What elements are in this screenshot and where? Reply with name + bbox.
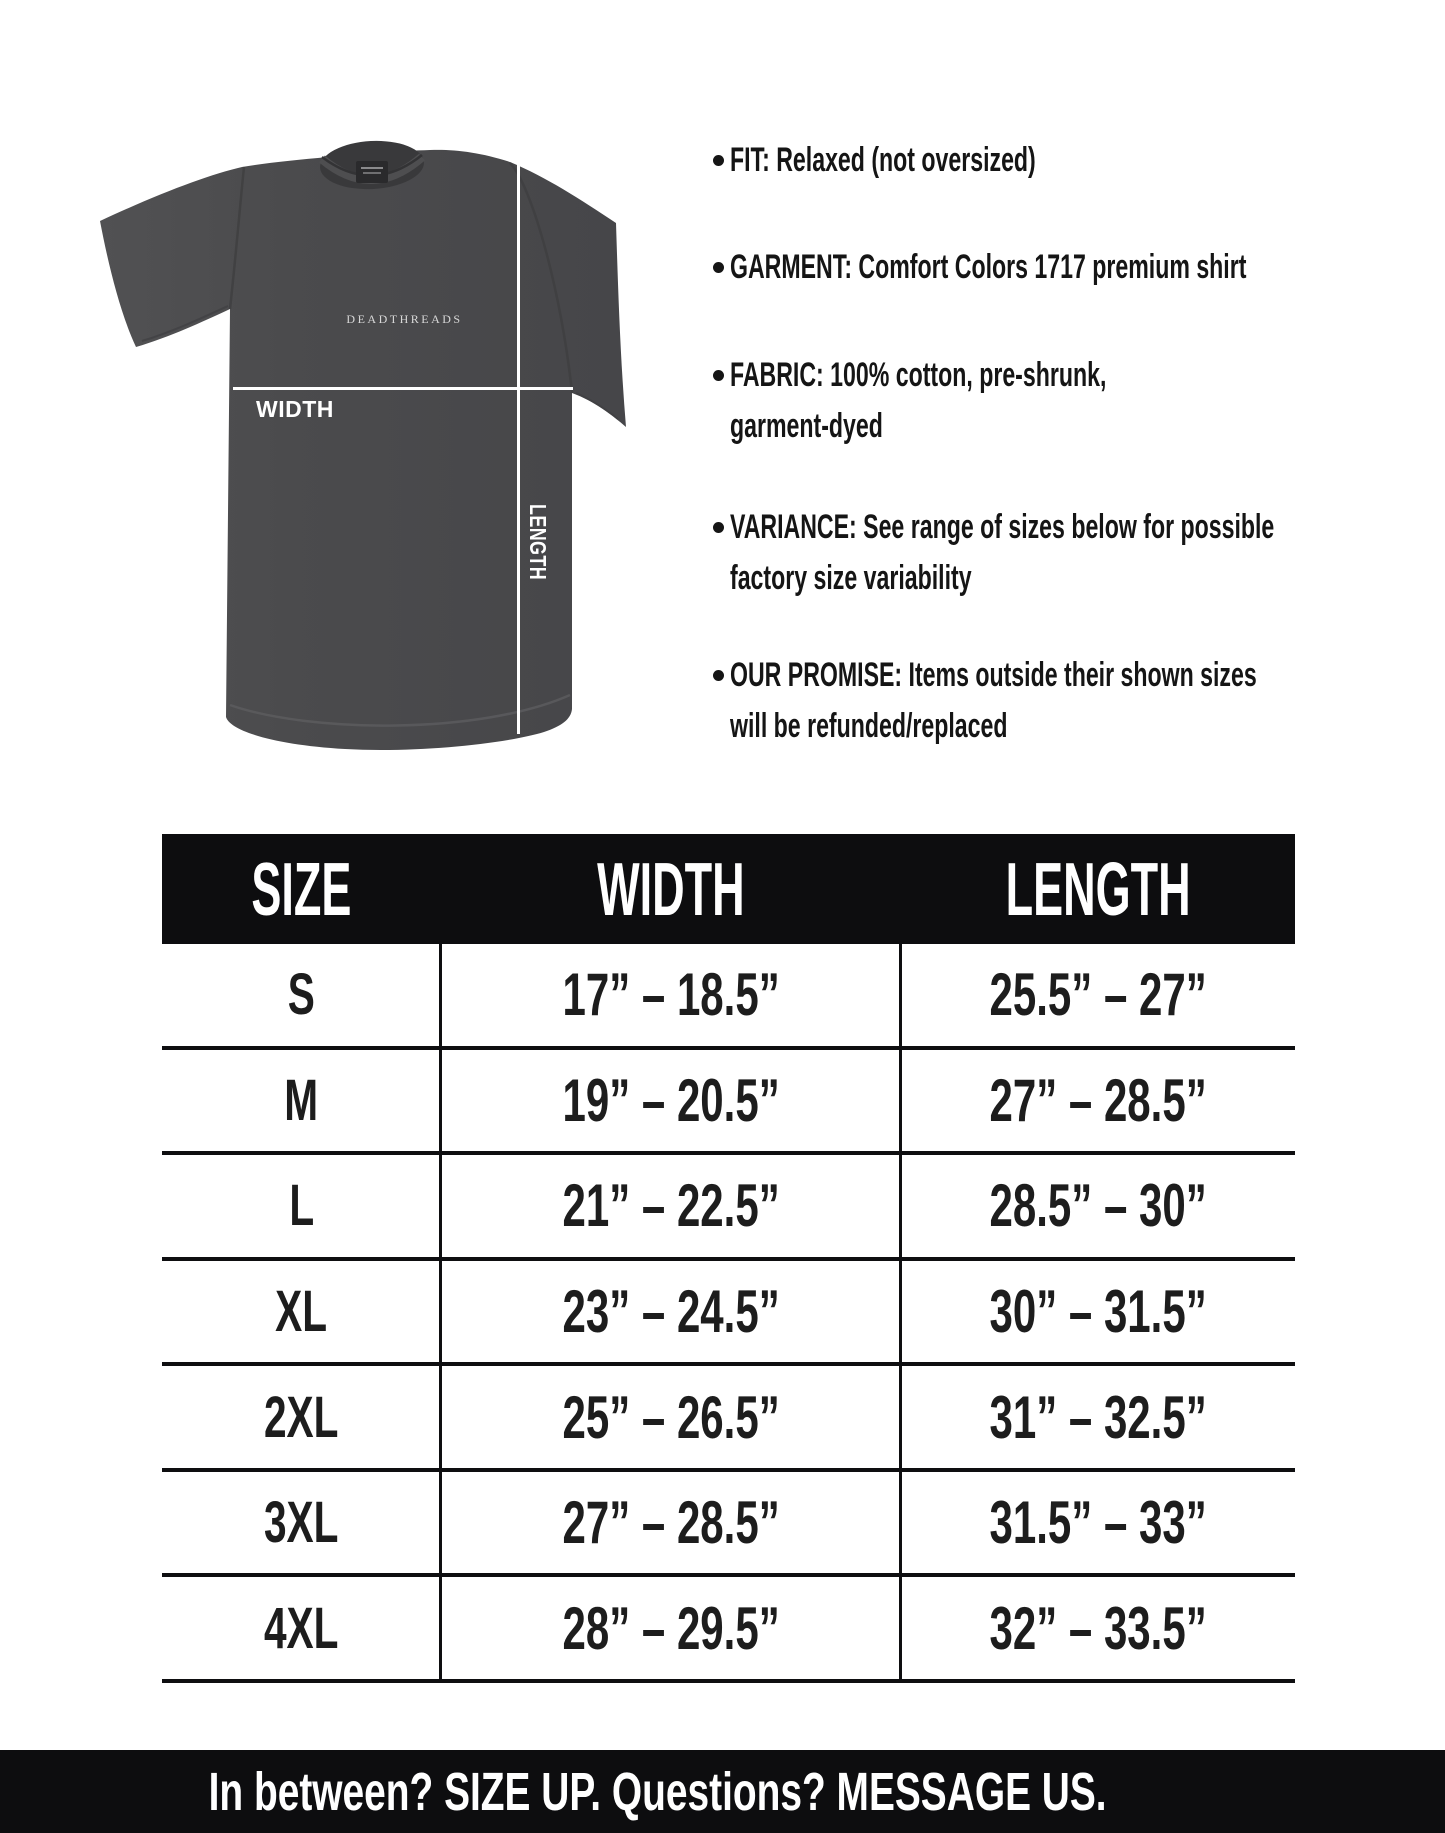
- bullet-variance-text: VARIANCE: See range of sizes below for possible factory size variability: [730, 508, 1275, 597]
- cell-size: XL: [275, 1279, 328, 1345]
- table-row-m: [162, 1050, 1295, 1156]
- footer-bar: [0, 1750, 1445, 1833]
- cell-size: L: [289, 1173, 314, 1239]
- width-measure-line: [233, 387, 573, 390]
- cell-length: 27” – 28.5”: [989, 1066, 1207, 1134]
- cell-width: 21” – 22.5”: [562, 1172, 780, 1240]
- cell-length: 32” – 33.5”: [989, 1594, 1207, 1662]
- bullet-dot-icon: [713, 262, 724, 273]
- table-row-3xl: [162, 1472, 1295, 1578]
- table-row-s: [162, 944, 1295, 1050]
- bullet-promise-text: OUR PROMISE: Items outside their shown sizes will be refunded/replaced: [730, 656, 1257, 745]
- bullet-fabric-text: FABRIC: 100% cotton, pre-shrunk, garment-dyed: [730, 356, 1107, 445]
- tshirt-silhouette: [100, 150, 626, 750]
- header-cell-length: LENGTH: [1005, 847, 1191, 931]
- bullet-variance: [713, 502, 1445, 604]
- length-line-label: LENGTH: [525, 504, 551, 581]
- bullet-garment-text: GARMENT: Comfort Colors 1717 premium shirt: [730, 248, 1247, 286]
- table-row-l: [162, 1155, 1295, 1261]
- width-line-label: WIDTH: [256, 396, 334, 422]
- cell-length: 30” – 31.5”: [989, 1278, 1207, 1346]
- cell-width: 23” – 24.5”: [562, 1278, 780, 1346]
- size-table: [162, 834, 1295, 1683]
- cell-size: S: [287, 962, 316, 1028]
- tshirt-image: [60, 105, 680, 795]
- footer-message: In between? SIZE UP. Questions? MESSAGE US.: [208, 1761, 1107, 1822]
- bullet-fit: [713, 135, 1180, 186]
- cell-length: 31.5” – 33”: [989, 1489, 1207, 1557]
- column-divider: [899, 944, 902, 1683]
- table-row-2xl: [162, 1366, 1295, 1472]
- bullet-fabric: [713, 350, 1284, 452]
- bullet-dot-icon: [713, 370, 724, 381]
- header-cell-width: WIDTH: [597, 847, 745, 931]
- cell-size: 4XL: [264, 1595, 339, 1661]
- cell-length: 31” – 32.5”: [989, 1383, 1207, 1451]
- header-cell-size: SIZE: [251, 847, 352, 931]
- cell-size: M: [284, 1067, 319, 1133]
- cell-length: 25.5” – 27”: [989, 961, 1207, 1029]
- cell-width: 25” – 26.5”: [562, 1383, 780, 1451]
- bullet-promise: [713, 650, 1445, 752]
- bullet-fit-text: FIT: Relaxed (not oversized): [730, 141, 1036, 179]
- cell-size: 3XL: [264, 1490, 339, 1556]
- bullet-garment: [713, 242, 1445, 293]
- size-table-body: [162, 944, 1295, 1683]
- length-measure-line: [517, 164, 520, 734]
- bullet-dot-icon: [713, 670, 724, 681]
- cell-length: 28.5” – 30”: [989, 1172, 1207, 1240]
- chest-brand-logo: DEADTHREADS: [346, 312, 463, 326]
- cell-size: 2XL: [264, 1384, 339, 1450]
- bullet-dot-icon: [713, 155, 724, 166]
- table-row-xl: [162, 1261, 1295, 1367]
- column-divider: [439, 944, 442, 1683]
- cell-width: 19” – 20.5”: [562, 1066, 780, 1134]
- bullet-dot-icon: [713, 522, 724, 533]
- table-row-4xl: [162, 1577, 1295, 1683]
- cell-width: 17” – 18.5”: [562, 961, 780, 1029]
- cell-width: 27” – 28.5”: [562, 1489, 780, 1557]
- tshirt-graphic: [60, 105, 680, 795]
- cell-width: 28” – 29.5”: [562, 1594, 780, 1662]
- size-table-header: [162, 834, 1295, 944]
